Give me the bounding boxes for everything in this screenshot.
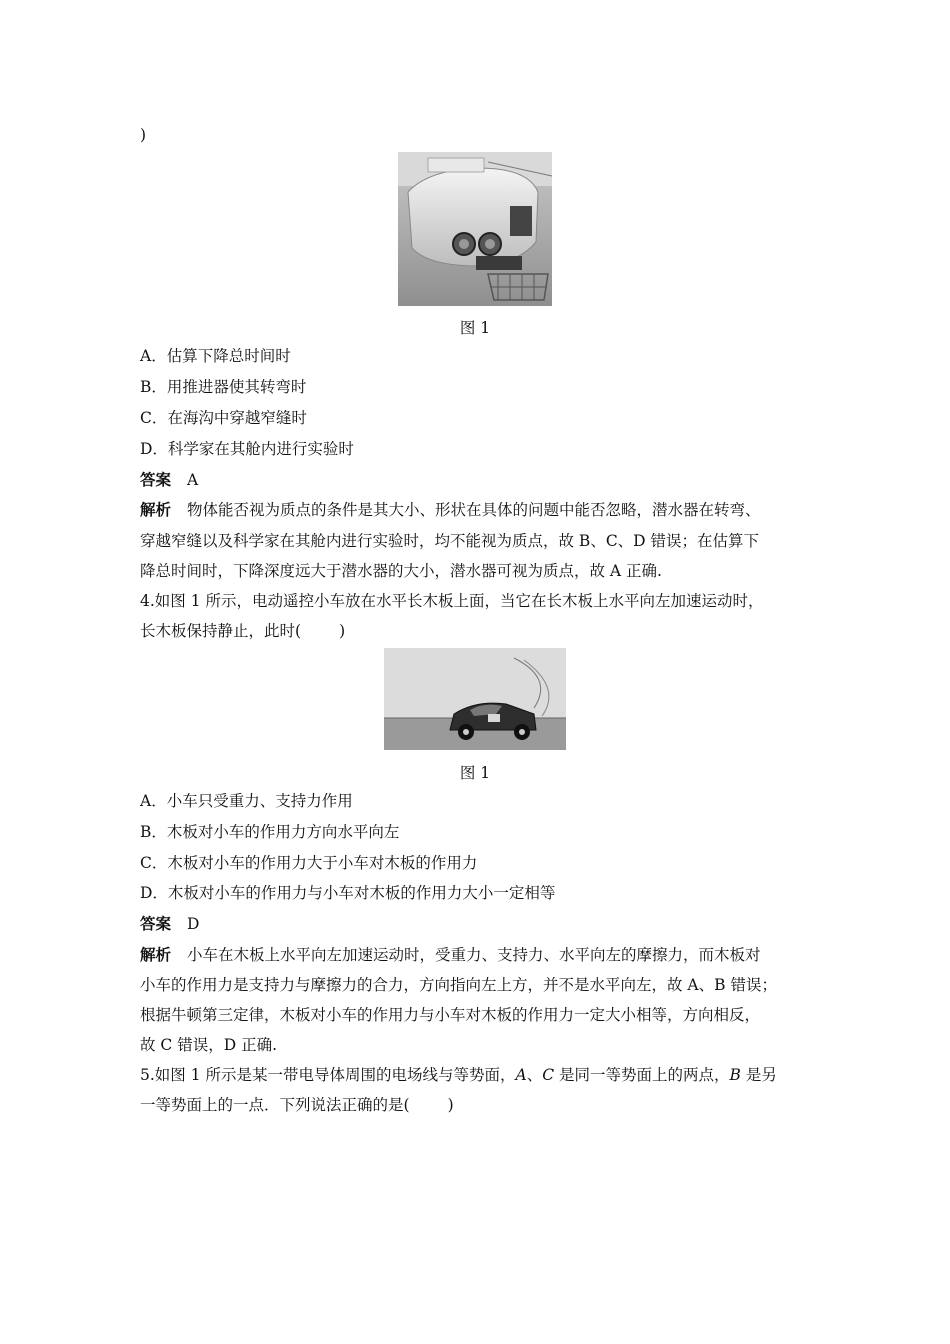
question-5-stem	[140, 1064, 820, 1086]
question-5-text: 5.如图 1 所示是某一带电导体周围的电场线与等势面，	[140, 1066, 516, 1084]
answer-label: 答案	[140, 470, 172, 489]
answer-line	[140, 913, 820, 935]
point-b: B	[729, 1066, 741, 1084]
point-c: C	[542, 1066, 555, 1084]
question-4-stem-close: )	[339, 622, 346, 640]
question-5-text: 是同一等势面上的两点，	[554, 1066, 730, 1084]
answer-label: 答案	[140, 914, 172, 933]
option-b: B．木板对小车的作用力方向水平向左	[140, 823, 400, 841]
analysis-label: 解析	[140, 500, 172, 519]
option-c: C．木板对小车的作用力大于小车对木板的作用力	[140, 854, 478, 872]
analysis-text: 小车的作用力是支持力与摩擦力的合力，方向指向左上方，并不是水平向左，故 A、B 错误；	[140, 976, 777, 994]
analysis-label: 解析	[140, 945, 172, 964]
analysis-line	[140, 944, 820, 966]
question-4-stem-text: 长木板保持静止，此时(	[140, 622, 302, 640]
question-4-stem: 4.如图 1 所示，电动遥控小车放在水平长木板上面，当它在长木板上水平向左加速运动时，	[140, 592, 764, 610]
answer-value: A	[187, 471, 199, 489]
analysis-text: 根据牛顿第三定律，木板对小车的作用力与小车对木板的作用力一定大小相等，方向相反，	[140, 1006, 761, 1024]
analysis-text: 小车在木板上水平向左加速运动时，受重力、支持力、水平向左的摩擦力，而木板对	[187, 946, 761, 964]
option-d: D．木板对小车的作用力与小车对木板的作用力大小一定相等	[140, 884, 556, 902]
analysis-text: 降总时间时，下降深度远大于潜水器的大小，潜水器可视为质点，故 A 正确.	[140, 562, 662, 580]
question-3-stem-fragment: )	[140, 126, 147, 144]
question-4-stem	[140, 620, 820, 642]
analysis-text: 物体能否视为质点的条件是其大小、形状在具体的问题中能否忽略，潜水器在转弯、	[187, 501, 761, 519]
option-d: D．科学家在其舱内进行实验时	[140, 440, 354, 458]
separator: 、	[526, 1066, 543, 1084]
question-5-text: 是另	[740, 1066, 777, 1084]
point-a: A	[515, 1066, 527, 1084]
submersible-illustration	[398, 152, 552, 306]
question-5-stem	[140, 1094, 820, 1116]
question-5-stem-close: )	[447, 1096, 454, 1114]
option-a: A．估算下降总时间时	[140, 347, 291, 365]
rc-car-photo	[384, 648, 566, 750]
question-5-text: 一等势面上的一点．下列说法正确的是(	[140, 1096, 410, 1114]
option-a: A．小车只受重力、支持力作用	[140, 792, 353, 810]
analysis-text: 穿越窄缝以及科学家在其舱内进行实验时，均不能视为质点，故 B、C、D 错误；在估算下	[140, 532, 760, 550]
answer-line	[140, 469, 820, 491]
answer-value: D	[187, 915, 200, 933]
rc-car-illustration	[384, 648, 566, 750]
analysis-text: 故 C 错误，D 正确.	[140, 1036, 277, 1054]
option-c: C．在海沟中穿越窄缝时	[140, 409, 307, 427]
submersible-photo	[398, 152, 552, 306]
analysis-line	[140, 499, 820, 521]
option-b: B．用推进器使其转弯时	[140, 378, 307, 396]
figure-1-caption: 图 1	[459, 319, 491, 337]
figure-1-caption: 图 1	[459, 764, 491, 782]
